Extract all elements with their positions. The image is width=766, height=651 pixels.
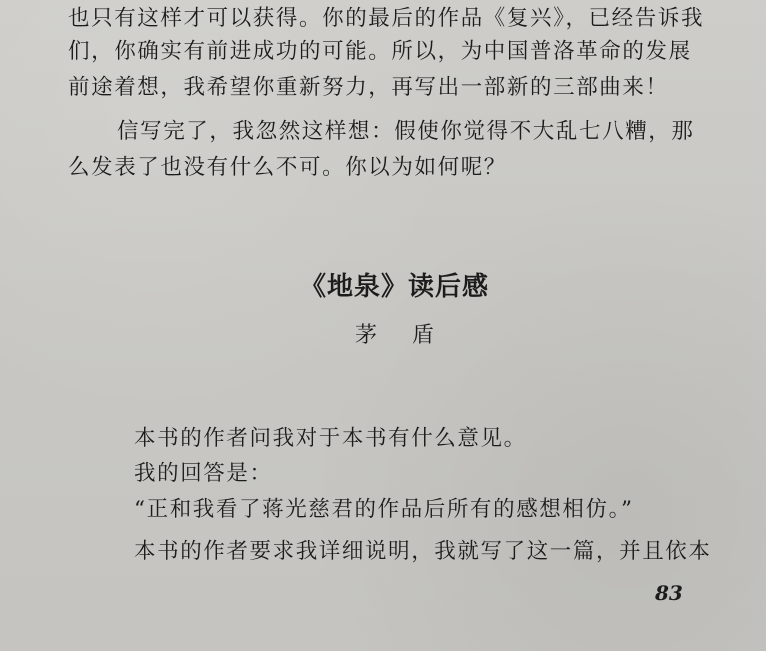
upper-text-line-5: 么发表了也没有什么不可。你以为如何呢？	[68, 155, 507, 180]
essay-author: 茅 盾	[355, 323, 448, 348]
upper-text-line-1: 也只有这样才可以获得。你的最后的作品《复兴》，已经告诉我	[68, 6, 705, 31]
essay-line-3: “正和我看了蒋光慈君的作品后所有的感想相仿。”	[134, 497, 634, 522]
essay-line-4: 本书的作者要求我详细说明，我就写了这一篇，并且依本	[134, 539, 712, 564]
upper-text-line-3: 前途着想，我希望你重新努力，再写出一部新的三部曲来！	[68, 75, 669, 100]
page-number: 83	[655, 581, 683, 605]
essay-title: 《地泉》读后感	[300, 272, 490, 302]
essay-line-1: 本书的作者问我对于本书有什么意见。	[134, 426, 527, 451]
essay-line-2: 我的回答是：	[134, 461, 273, 486]
upper-text-line-4: 信写完了，我忽然这样想：假使你觉得不大乱七八糟，那	[117, 119, 695, 144]
upper-text-line-2: 们，你确实有前进成功的可能。所以，为中国普洛革命的发展	[68, 39, 692, 64]
